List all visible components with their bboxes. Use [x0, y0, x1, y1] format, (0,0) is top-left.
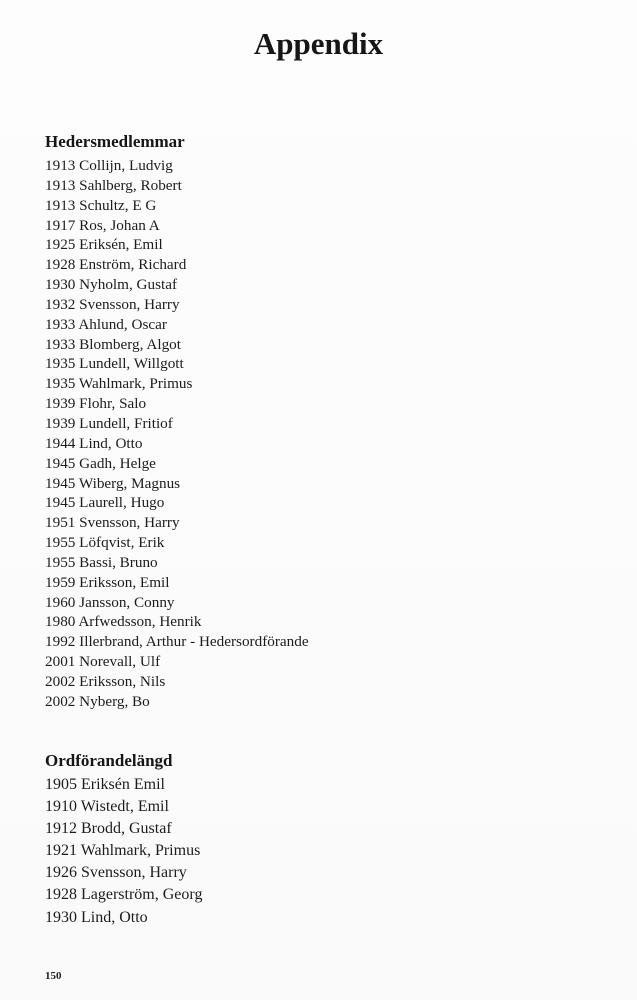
list-item: 1926 Svensson, Harry	[45, 864, 187, 882]
list-item: 1912 Brodd, Gustaf	[45, 820, 172, 838]
list-item: 1921 Wahlmark, Primus	[45, 842, 201, 860]
list-item: 1935 Lundell, Willgott	[45, 355, 184, 373]
list-item: 1928 Enström, Richard	[45, 256, 187, 274]
list-item: 2001 Norevall, Ulf	[45, 653, 161, 671]
list-item: 1935 Wahlmark, Primus	[45, 375, 193, 393]
list-item: 1945 Wiberg, Magnus	[45, 474, 181, 492]
list-item: 1960 Jansson, Conny	[45, 593, 175, 611]
chairmen-list	[45, 774, 585, 929]
list-item: 1945 Laurell, Hugo	[45, 494, 165, 512]
honorary-members-list	[45, 156, 585, 712]
list-item: 2002 Nyberg, Bo	[45, 692, 150, 710]
page-number: 150	[45, 970, 62, 982]
list-item: 1959 Eriksson, Emil	[45, 573, 170, 591]
list-item: 1910 Wistedt, Emil	[45, 798, 169, 816]
list-item: 1945 Gadh, Helge	[45, 454, 156, 472]
list-item: 1917 Ros, Johan A	[45, 216, 160, 234]
chairmen-heading: Ordförandelängd	[45, 751, 173, 770]
list-item: 1980 Arfwedsson, Henrik	[45, 613, 202, 631]
list-item: 1951 Svensson, Harry	[45, 514, 180, 532]
page-title: Appendix	[253, 26, 384, 61]
list-item: 1933 Ahlund, Oscar	[45, 315, 167, 333]
list-item: 1925 Eriksén, Emil	[45, 236, 163, 254]
chairmen-section	[45, 750, 585, 929]
list-item: 1930 Nyholm, Gustaf	[45, 276, 178, 294]
list-item: 1913 Schultz, E G	[45, 196, 157, 214]
list-item: 1913 Collijn, Ludvig	[45, 157, 173, 174]
list-item: 1955 Löfqvist, Erik	[45, 534, 165, 552]
list-item: 1905 Eriksén Emil	[45, 776, 165, 793]
list-item: 1944 Lind, Otto	[45, 434, 143, 452]
honorary-members-heading: Hedersmedlemmar	[45, 132, 185, 151]
list-item: 1992 Illerbrand, Arthur - Hedersordförande	[45, 633, 309, 651]
list-item: 1939 Flohr, Salo	[45, 395, 147, 413]
list-item: 2002 Eriksson, Nils	[45, 672, 166, 690]
list-item: 1955 Bassi, Bruno	[45, 553, 158, 571]
list-item: 1930 Lind, Otto	[45, 908, 148, 926]
list-item: 1913 Sahlberg, Robert	[45, 176, 182, 194]
list-item: 1928 Lagerström, Georg	[45, 886, 203, 904]
list-item: 1933 Blomberg, Algot	[45, 335, 181, 353]
list-item: 1932 Svensson, Harry	[45, 295, 180, 313]
honorary-members-section	[45, 131, 585, 712]
list-item: 1939 Lundell, Fritiof	[45, 414, 173, 432]
